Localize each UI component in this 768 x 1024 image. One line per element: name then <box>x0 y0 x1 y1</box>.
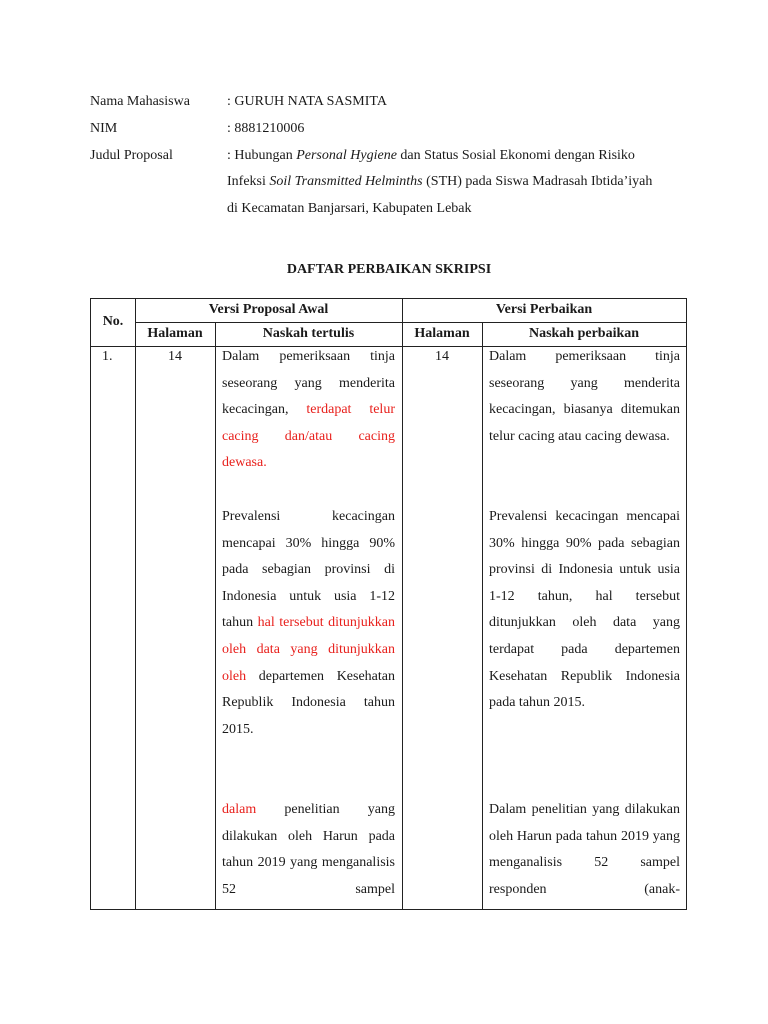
col-header-naskah-perbaikan: Naskah perbaikan <box>528 326 640 341</box>
col-header-naskah-tertulis: Naskah tertulis <box>262 326 355 341</box>
student-name-value: : GURUH NATA SASMITA <box>227 94 387 109</box>
table-border-bottom <box>90 909 686 910</box>
naskah-perbaikan-para-3: Dalam penelitian yang dilakukan oleh Harun pada tahun 2019 yang menganalisis 52 sampel responden (anak- <box>489 802 680 897</box>
proposal-title-line-3: di Kecamatan Banjarsari, Kabupaten Lebak <box>227 201 472 216</box>
col-header-no: No. <box>102 314 124 329</box>
col-divider-halaman-1 <box>215 322 216 910</box>
table-border-right <box>686 298 687 910</box>
table-subheader-divider <box>135 322 686 323</box>
proposal-title-line-2: Infeksi Soil Transmitted Helminths (STH) pada Siswa Madrasah Ibtida’iyah <box>227 174 653 189</box>
halaman-awal-value: 14 <box>168 349 182 364</box>
col-divider-halaman-2 <box>482 322 483 910</box>
naskah-perbaikan-para-2: Prevalensi kecacingan mencapai 30% hingga 90% pada sebagian provinsi di Indonesia untuk usia 1-12 tahun, hal tersebut ditunjukkan oleh data yang terdapat pada departemen Kesehatan Republik Indonesia pada tahun 2015. <box>489 509 680 711</box>
naskah-perbaikan-cell <box>489 344 680 903</box>
naskah-perbaikan-para-1: Dalam pemeriksaan tinja seseorang yang menderita kecacingan, biasanya ditemukan telur cacing atau cacing dewasa. <box>489 349 680 444</box>
proposal-title-line-1: : Hubungan Personal Hygiene dan Status Sosial Ekonomi dengan Risiko <box>227 148 635 163</box>
col-divider-no <box>135 298 136 910</box>
col-header-versi-perbaikan: Versi Perbaikan <box>495 302 593 317</box>
naskah-tertulis-cell <box>222 344 395 903</box>
table-border-left <box>90 298 91 910</box>
col-header-halaman-perbaikan: Halaman <box>414 326 470 341</box>
col-header-halaman-awal: Halaman <box>147 326 203 341</box>
nim-value: : 8881210006 <box>227 121 305 136</box>
col-header-versi-awal: Versi Proposal Awal <box>208 302 329 317</box>
naskah-tertulis-para-1: Dalam pemeriksaan tinja seseorang yang menderita kecacingan, terdapat telur cacing dan/atau cacing dewasa. <box>222 349 395 471</box>
halaman-perbaikan-value: 14 <box>435 349 449 364</box>
table-border-top <box>90 298 686 299</box>
row-number: 1. <box>102 349 113 364</box>
naskah-tertulis-para-2: Prevalensi kecacingan mencapai 30% hingga 90% pada sebagian provinsi di Indonesia untuk usia 1-12 tahun hal tersebut ditunjukkan oleh data yang ditunjukkan oleh departemen Kesehatan Republik Indonesia tahun 2015. <box>222 509 395 737</box>
nim-label: NIM <box>90 121 118 136</box>
col-divider-group <box>402 298 403 910</box>
document-title: DAFTAR PERBAIKAN SKRIPSI <box>286 262 492 277</box>
naskah-tertulis-para-3: dalam penelitian yang dilakukan oleh Harun pada tahun 2019 yang menganalisis 52 sampel <box>222 802 395 897</box>
proposal-title-label: Judul Proposal <box>90 148 173 163</box>
student-name-label: Nama Mahasiswa <box>90 94 190 109</box>
